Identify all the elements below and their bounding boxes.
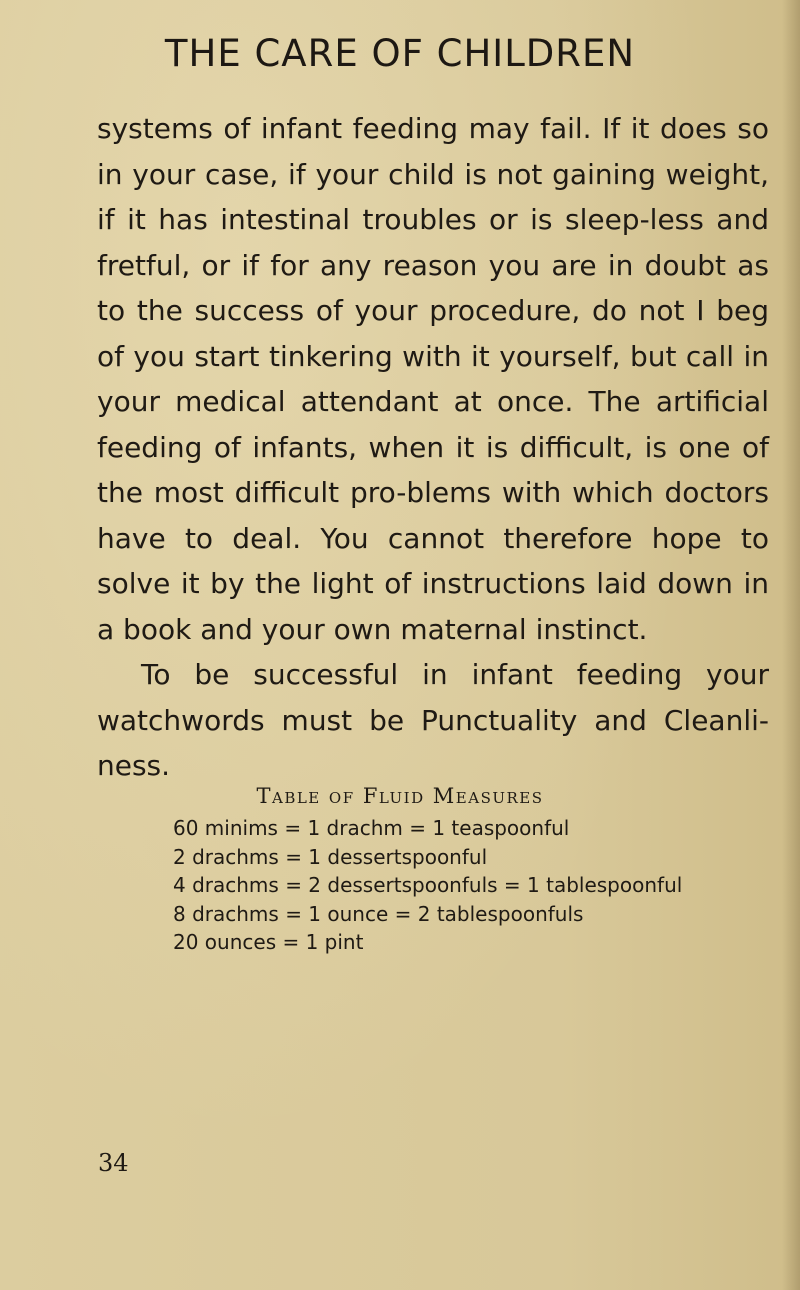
table-title — [0, 781, 800, 811]
body-text — [97, 106, 769, 789]
table-row: 20 ounces = 1 pint — [173, 930, 364, 954]
table-row: 60 minims = 1 drachm = 1 teaspoonful — [173, 816, 570, 840]
table-row: 8 drachms = 1 ounce = 2 tablespoonfuls — [173, 901, 584, 926]
paragraph: To be successful in infant feeding your watchwords must be Punctuality and Cleanli-ness. — [97, 658, 769, 782]
page-edge-shadow — [782, 0, 800, 1290]
paragraph: systems of infant feeding may fail. If it does so in your case, if your child is not gaining weight, if it has intestinal troubles or is sleep-less and fretful, or if for any reason you are in doubt as to the success of your procedure, do not I beg of you start tinkering with it yourself, but call in your medical attendant at once. The artificial feeding of infants, when it is difficult, is one of the most difficult pro-blems with which doctors have to deal. You cannot therefore hope to solve it by the light of instructions laid down in a book and your own maternal instinct. — [97, 112, 769, 646]
table-title-text: Table of Fluid Measures — [256, 784, 544, 808]
table-row: 4 drachms = 2 dessertspoonfuls = 1 tablespoonful — [173, 873, 683, 897]
table-row: 2 drachms = 1 dessertspoonful — [173, 844, 488, 869]
running-head: THE CARE OF CHILDREN — [164, 32, 636, 75]
page-number: 34 — [98, 1149, 129, 1177]
fluid-measures-table — [173, 814, 773, 957]
